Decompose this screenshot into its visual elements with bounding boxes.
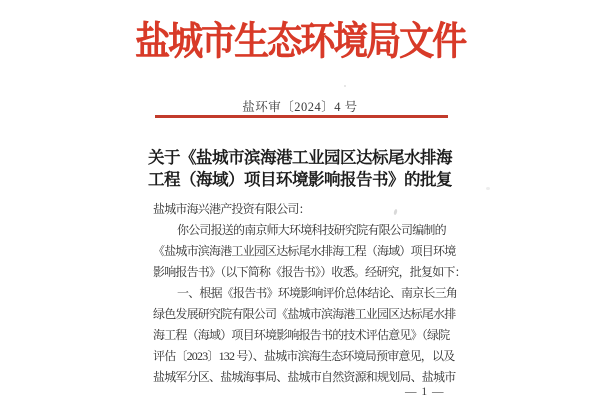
body-line: 你公司报送的南京师大环境科技研究院有限公司编制的 <box>177 223 446 237</box>
body-line: 海工程（海域）项目环境影响报告书的技术评估意见》（绿院 <box>153 328 450 342</box>
document-header-title: 盐城市生态环境局文件 <box>134 19 465 64</box>
body-line: 《盐城市滨海港工业园区达标尾水排海工程（海域）项目环境 <box>153 244 456 258</box>
body-line: 绿色发展研究院有限公司《盐城市滨海港工业园区达标尾水排 <box>153 307 456 321</box>
body-line: 一、根据《报告书》环境影响评价总体结论、南京长三角 <box>177 286 458 300</box>
document-title-line2: 工程（海域）项目环境影响报告书》的批复 <box>148 169 452 189</box>
scan-artifact <box>344 85 346 87</box>
body-line: 盐城军分区、盐城海事局、盐城市自然资源和规划局、盐城市 <box>153 370 456 384</box>
document-number: 盐环审〔2024〕4 号 <box>242 100 358 114</box>
page-number: — 1 — <box>405 386 445 398</box>
document-body <box>153 199 466 388</box>
red-divider-line <box>155 115 448 118</box>
document-title <box>0 147 600 190</box>
body-line: 影响报告书》（以下简称《报告书》）收悉。经研究，批复如下： <box>153 265 466 279</box>
scan-artifact <box>486 187 490 190</box>
document-title-line1: 关于《盐城市滨海港工业园区达标尾水排海 <box>148 148 452 167</box>
salutation-line: 盐城市海兴港产投资有限公司： <box>153 202 310 216</box>
body-line: 评估〔2023〕132 号）、盐城市滨海生态环境局预审意见，以及 <box>153 349 455 363</box>
